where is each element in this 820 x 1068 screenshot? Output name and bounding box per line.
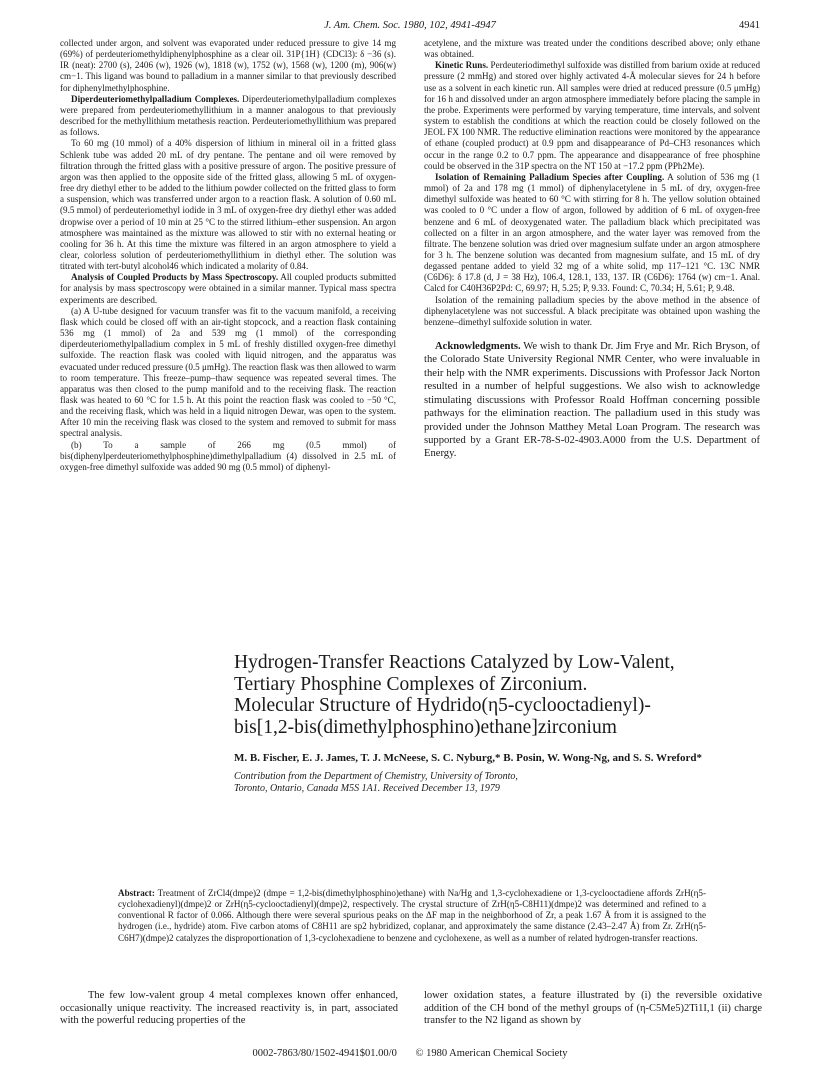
- title-line: Molecular Structure of Hydrido(η5-cyclooctadienyl)-: [234, 695, 651, 716]
- paragraph: (b) To a sample of 266 mg (0.5 mmol) of bis(diphenylperdeuteriomethylphosphine)dimethylpalladium (4) dissolved in 2.5 mL of oxygen-free dimethyl sulfoxide was added 90 mg (0.5 mmol) of diphenyl-: [60, 439, 396, 472]
- page-header: [60, 20, 760, 36]
- affiliation: [234, 771, 774, 795]
- paragraph: [60, 94, 396, 139]
- paragraph: The few low-valent group 4 metal complexes known offer enhanced, occasionally unique reactivity. The increased reactivity is, in part, associated with the powerful reducing properties of the: [60, 990, 398, 1027]
- copyright: © 1980 American Chemical Society: [415, 1048, 568, 1059]
- section-heading: Acknowledgments.: [435, 341, 521, 353]
- title-line: Tertiary Phosphine Complexes of Zirconium.: [234, 673, 588, 695]
- paragraph: (a) A U-tube designed for vacuum transfer was fit to the vacuum manifold, a receiving flask which could be closed off with an air-tight stopcock, and a reaction flask containing 536 mg (1 mmol) of 2a and 539 mg (1 mmol) of the corresponding diperdeuteriomethylpalladium complex in 5 mL of freshly distilled oxygen-free dimethyl sulfoxide. The reaction flask was cooled with liquid nitrogen, and the apparatus was evacuated under reduced pressure (0.5 μmHg). The reaction flask was then allowed to warm to room temperature. This freeze–pump–thaw sequence was repeated several times. The apparatus was then closed to the pump manifold and to the receiving flask. The reaction flask was heated to 60 °C for 1.5 h. At this point the reaction flask was cooled to −50 °C, and the receiving flask, which was held in a liquid nitrogen Dewar, was open to the system. After 10 min the receiving flask was closed to the system and removed to submit for mass spectral analysis.: [60, 305, 396, 439]
- right-column: [424, 38, 760, 461]
- paragraph-text: Perdeuteriodimethyl sulfoxide was distilled from barium oxide at reduced pressure (2 mmHg) and stored over highly activated 4-Å molecular sieves for 24 h before use as a solvent in each kinetic run. All samples were dried at reduced pressure (0.5 μmHg) for 16 h and dissolved under an argon atmosphere immediately before placing the sample in the probe. Experiments were performed by varying temperature, time intervals, and solvent system to establish the conditions at which the reaction could be closely followed on the JEOL FX 100 NMR. The reductive elimination reactions were monitored by the appearance of ethane (coupled product) at 0.9 ppm and disappearance of Pd–CH3 resonances which occur in the range 0.2 to 0.7 ppm. The appearance and disappearance of free phosphine could be observed in the 31P spectra on the NT 150 at −17.2 ppm (PPh2Me).: [424, 60, 760, 171]
- paragraph-text: All coupled products submitted for analysis by mass spectroscopy were obtained in a similar manner. Typical mass spectra experiments are described.: [60, 272, 396, 305]
- title-line: bis[1,2-bis(dimethylphosphino)ethane]zirconium: [234, 716, 617, 738]
- article-code: 0002-7863/80/1502-4941$01.00/0: [252, 1048, 397, 1059]
- paragraph-text: We wish to thank Dr. Jim Frye and Mr. Rich Bryson, of the Colorado State University Regional NMR Center, who were invaluable in their help with the NMR experiments. Discussions with Professor Jack Norton resulted in a number of helpful suggestions. We also wish to acknowledge stimulating discussions with Professor Roald Hoffman concerning possible pathways for the elimination reaction. The palladium used in this study was provided under the Johnson Matthey Metal Loan Program. The research was supported by a Grant ER-78-S-02-4903.A000 from the U.S. Department of Energy.: [424, 341, 760, 460]
- section-heading: Analysis of Coupled Products by Mass Spectroscopy.: [71, 272, 279, 283]
- author-list: M. B. Fischer, E. J. James, T. J. McNeese, S. C. Nyburg,* B. Posin, W. Wong-Ng, and S. S. Wreford*: [234, 752, 703, 764]
- article-header: [234, 652, 774, 795]
- section-heading: Kinetic Runs.: [435, 60, 489, 71]
- paragraph-text: Diperdeuteriomethylpalladium complexes were prepared from perdeuteriomethyllithium in a manner analogous to that previously described for the methyllithium metathesis reaction. Perdeuteriomethyllithium was prepared as follows.: [60, 93, 396, 138]
- paragraph: [60, 272, 396, 305]
- abstract-label: Abstract:: [118, 888, 155, 898]
- abstract-text: Treatment of ZrCl4(dmpe)2 (dmpe = 1,2-bis(dimethylphosphino)ethane) with Na/Hg and 1,3-cyclohexadiene or 1,3-cyclooctadiene affords ZrH(η5-cyclohexadienyl)(dmpe)2 or ZrH(η5-cyclooctadienyl)(dmpe)2, respectively. The crystal structure of ZrH(η5-C8H11)(dmpe)2 was determined and refined to a conventional R factor of 0.066. Although there were several spurious peaks on the ΔF map in the neighborhood of Zr, a peak 1.67 Å from it is assigned to the hydrogen (i.e., hydride) atom. Five carbon atoms of C8H11 are sp2 hybridized, coplanar, and approximately the same distance (2.43–2.47 Å) from Zr. ZrH(η5-C6H7)(dmpe)2 catalyzes the disproportionation of 1,3-cyclohexadiene to benzene and cyclohexene, as well as a number of related hydrogen-transfer reactions.: [118, 888, 706, 943]
- abstract: [118, 888, 706, 944]
- paragraph: lower oxidation states, a feature illustrated by (i) the reversible oxidative addition of the CH bond of the methyl groups of (η-C5Me5)2Ti1I,1 (ii) charge transfer to the N2 ligand as shown by: [424, 990, 762, 1027]
- paragraph-text: A solution of 536 mg (1 mmol) of 2a and 178 mg (1 mmol) of diphenylacetylene in 5 mL of dry, oxygen-free dimethyl sulfoxide was heated to 60 °C with stirring for 8 h. The yellow solution obtained was cooled to 0 °C under a flow of argon, followed by addition of 6 mL of oxygen-free benzene and 6 mL of deoxygenated water. The palladium black which precipitated was collected on a filter in an argon atmosphere, and the water layer was removed from the filtrate. The benzene solution was dried over magnesium sulfate under an argon atmosphere for 3 h. The benzene solution was decanted from magnesium sulfate, and 15 mL of dry degassed pentane added to yield 32 mg of a white solid, mp 117–121 °C. 13C NMR (C6D6): δ 17.8 (d, J = 38 Hz), 106.4, 128.1, 133, 137. IR (C6D6): 1764 (w) cm−1. Anal. Calcd for C40H36P2Pd: C, 69.97; H, 5.25; P, 9.33. Found: C, 70.34; H, 5.61; P, 9.48.: [424, 171, 760, 294]
- journal-citation: J. Am. Chem. Soc. 1980, 102, 4941-4947: [324, 20, 496, 31]
- title-line: Hydrogen-Transfer Reactions Catalyzed by Low-Valent,: [234, 652, 675, 673]
- section-heading: Diperdeuteriomethylpalladium Complexes.: [71, 93, 240, 104]
- paragraph: acetylene, and the mixture was treated under the conditions described above; only ethane was obtained.: [424, 38, 760, 60]
- left-column: [60, 38, 396, 473]
- paragraph: To 60 mg (10 mmol) of a 40% dispersion of lithium in mineral oil in a fritted glass Schlenk tube was added 20 mL of dry pentane. The pentane and oil were removed by filtration through the fritted glass with a positive pressure of argon. The positive pressure of argon was then applied to the opposite side of the fritted glass, allowing 5 mL of oxygen-free dry diethyl ether to be added to the lithium powder collected on the fritted glass to form a suspension, which was transferred under argon to a reaction flask. A solution of 0.60 mL (9.5 mmol) of perdeuteriomethyl iodide in 3 mL of oxygen-free dry diethyl ether was added dropwise over a period of 10 min at 25 °C to the stirred lithium–ether suspension. An argon atmosphere was maintained as the mixture was allowed to stir with no external heating or cooling for 36 h. At this time the mixture was filtered in an argon atmosphere to yield a clear, colorless solution of perdeuteriomethyllithium in diethyl ether. The solution was titrated with tert-butyl alcohol46 which indicated a molarity of 0.84.: [60, 138, 396, 272]
- intro-left-column: [60, 990, 398, 1028]
- paragraph: [424, 60, 760, 172]
- paragraph: [424, 172, 760, 295]
- page-number: 4941: [739, 20, 760, 31]
- acknowledgments: [424, 340, 760, 461]
- section-heading: Isolation of Remaining Palladium Species after Coupling.: [435, 171, 665, 182]
- paragraph: Isolation of the remaining palladium species by the above method in the absence of diphenylacetylene was not successful. A black precipitate was obtained upon washing the benzene–dimethyl sulfoxide solution in water.: [424, 294, 760, 327]
- article-title: [234, 652, 774, 738]
- page-footer: [0, 1048, 820, 1059]
- affiliation-line: Toronto, Ontario, Canada M5S 1A1. Received December 13, 1979: [234, 783, 500, 794]
- intro-right-column: [424, 990, 762, 1028]
- affiliation-line: Contribution from the Department of Chemistry, University of Toronto,: [234, 771, 518, 782]
- paragraph: collected under argon, and solvent was evaporated under reduced pressure to give 14 mg (69%) of perdeuteriomethyldiphenylphosphine as a clear oil. 31P{1H} (CDCl3): δ −36 (s). IR (neat): 2700 (s), 2406 (w), 1926 (w), 1818 (w), 1752 (w), 1568 (w), 1200 (m), 906(w) cm−1. This ligand was bound to palladium in a manner similar to that previously described for diphenylmethylphosphine.: [60, 38, 396, 93]
